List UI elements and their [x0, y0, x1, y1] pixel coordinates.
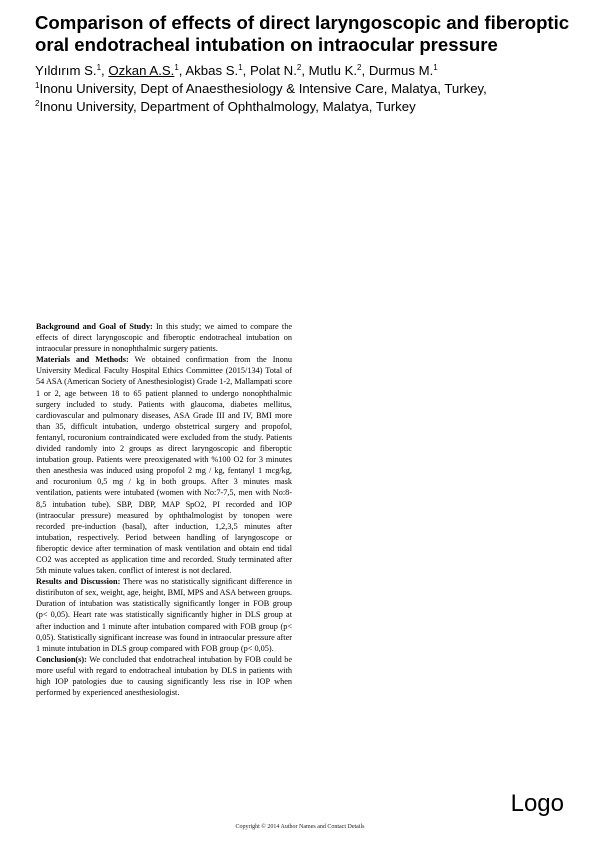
author-affiliation-mark: 1: [96, 63, 102, 72]
author-affiliation-mark: 2: [357, 63, 362, 72]
author-affiliation-mark: 1: [433, 63, 438, 72]
conclusion-text: We concluded that endotracheal intubation by FOB could be more useful with regard to endotracheal intubation by DLS in patients with high IOP patologies due to causing significantly less rise in IOP when performed by experienced anesthesiologist.: [36, 654, 292, 698]
affiliation-mark: 1: [35, 81, 40, 90]
author-name: Akbas S.: [185, 63, 239, 78]
paper-title: [35, 12, 575, 56]
affiliation-text: Inonu University, Dept of Anaesthesiology & Intensive Care, Malatya, Turkey,: [39, 81, 487, 96]
author-list: Yıldırım S.$^1$, Ozkan A.S.$^1$, Akbas S.$^1$, Polat N.$^2$, Mutlu K.$^2$, Durmus M.$^1$: [35, 63, 438, 78]
author-affiliation-mark: 1: [238, 63, 243, 72]
results-heading: Results and Discussion:: [36, 577, 121, 587]
author-name: Mutlu K.: [308, 63, 358, 78]
affiliation-2: [35, 98, 575, 116]
presenting-author-name: Ozkan A.S.: [108, 63, 175, 78]
author-name: Yıldırım S.: [35, 63, 97, 78]
copyright-footer: Copyright © 2014 Author Names and Contact Details: [235, 824, 365, 830]
title-line-2: oral endotracheal intubation on intraocular pressure: [35, 34, 498, 55]
author-name: Durmus M.: [368, 63, 434, 78]
conclusion-heading: Conclusion(s):: [36, 654, 87, 664]
affiliation-text: Inonu University, Department of Ophthalmology, Malatya, Turkey: [39, 99, 416, 114]
abstract-results: [36, 576, 292, 654]
methods-heading: Materials and Methods:: [36, 355, 129, 365]
abstract-body: [36, 321, 292, 698]
logo-placeholder: Logo: [510, 790, 564, 817]
abstract-conclusion: [36, 654, 292, 698]
background-text: In this study; we aimed to compare the effects of direct laryngoscopic and fiberoptic endotracheal intubation on intraocular pressure in nonophthalmic surgery patients.: [36, 322, 292, 354]
abstract-background: [36, 321, 292, 354]
abstract-methods: [36, 354, 292, 576]
author-affiliation-mark: 1: [174, 63, 179, 72]
methods-text: We obtained confirmation from the Inonu University Medical Faculty Hospital Ethics Committee (2015/134) Total of 54 ASA (American Society of Anesthesiologist) Grade 1-2, Mallampati score 1 or 2, age between 18 to 65 patient planned to undergo nonophthalmic surgery included to study. Patients with glaucoma, diabetes mellitus, cardiovascular and pulmonary diseases, ASA Grade III and IV, BMI more than 35, difficult intubation, undergo obstetrical surgery and propofol, fentanyl, rocuronium contraindicated were excluded from the study. Patients divided randomly into 2 groups as direct laryngoscopic and fiberoptic intubation group. Patients were preoxigenated with %100 O2 for 3 minutes then anesthesia was induced using propofol 2 mg / kg, fentanyl 1 mcg/kg, and rocuronium 0,5 mg / kg in both groups. After 3 minutes mask ventilation, patients were intubated (women with No:7-7,5, men with No:8-8,5 intubation tube). SBP, DBP, MAP SpO2, PI recorded and IOP (intraocular pressure) measured by ophthalmologist by tonopen were recorded pre-induction (basal), after induction, 1,2,3,5 minutes after intubation, respectively. Period between handling of laryngoscope or fiberoptic device after termination of mask ventilation and obtain end tidal CO2 was accepted as application time and recorded. Study terminated after 5th minute values taken. conflict of interest is not declared.: [36, 355, 292, 576]
title-line-1: Comparison of effects of direct laryngoscopic and fiberoptic: [35, 12, 570, 33]
author-name: Polat N.: [249, 63, 297, 78]
background-heading: Background and Goal of Study:: [36, 322, 153, 331]
results-text: There was no statistically significant difference in distiributon of sex, weight, age, height, BMI, MPS and ASA between groups. Duration of intubation was statistically significantly longer in FOB group (p< 0,05). Heart rate was statistically significantly higher in DLS group at after induction and 1 minute after intubation compared with FOB group (p< 0,05). Statistically significant increase was found in intraocular pressure after 1 minute intubation in DLS group compared with FOB group (p< 0,05).: [36, 577, 293, 653]
affiliation-1: [35, 80, 575, 98]
affiliation-mark: 2: [35, 99, 40, 108]
author-affiliation-mark: 2: [296, 63, 302, 72]
